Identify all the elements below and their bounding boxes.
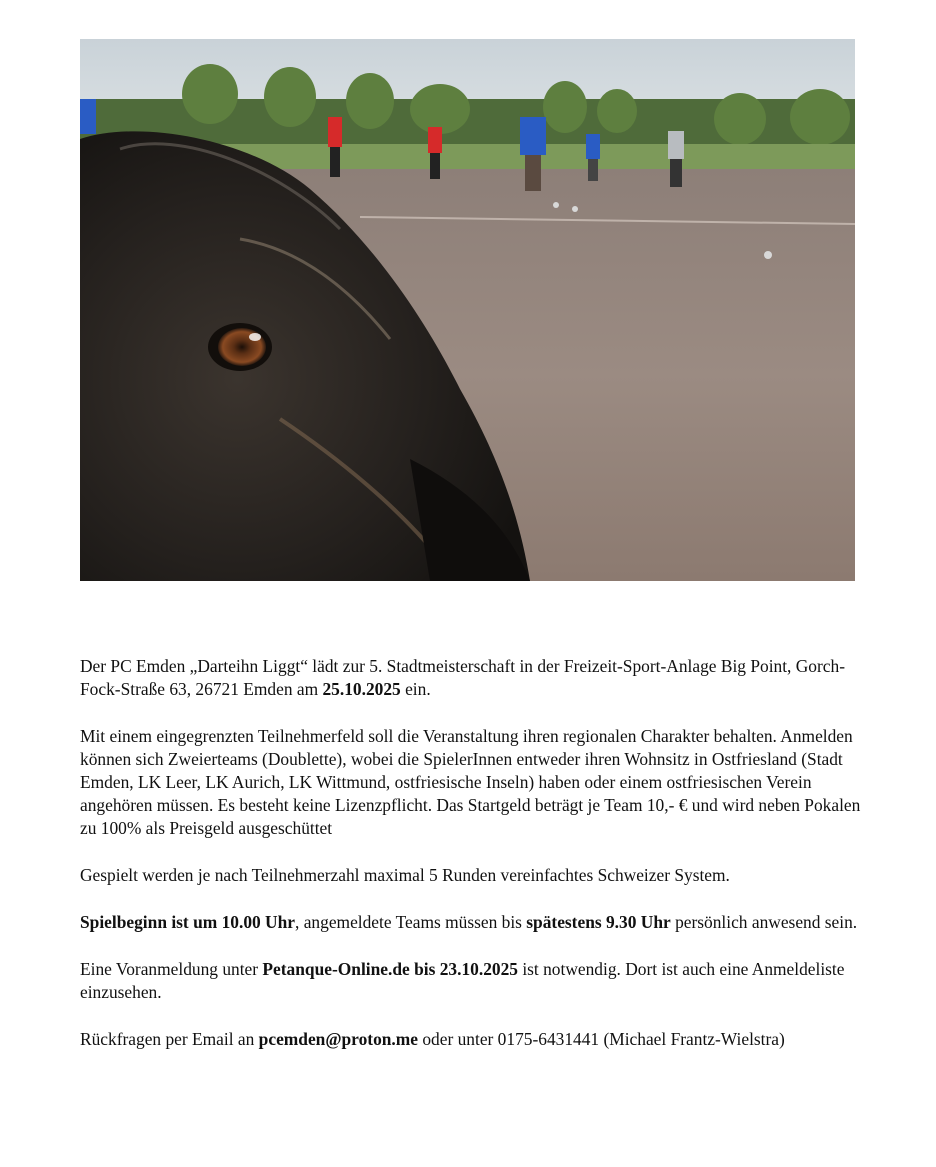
system-paragraph: Gespielt werden je nach Teilnehmerzahl maximal 5 Runden vereinfachtes Schweizer System. bbox=[80, 865, 730, 885]
header-photo bbox=[80, 39, 855, 581]
intro-paragraph bbox=[80, 655, 870, 701]
contact-paragraph bbox=[80, 1028, 870, 1051]
dog-photo-icon bbox=[80, 39, 855, 581]
arrival-deadline: spätestens 9.30 Uhr bbox=[526, 912, 671, 932]
event-date: 25.10.2025 bbox=[322, 679, 401, 699]
intro-text: Der PC Emden „Darteihn Liggt“ lädt zur 5. Stadtmeisterschaft in der Freizeit-Sport-Anlage Big Point, Gorch-Fock-Straße 63, 26721 Emden am bbox=[80, 656, 845, 699]
contact-text: Rückfragen per Email an bbox=[80, 1029, 259, 1049]
contact-email[interactable]: pcemden@proton.me bbox=[258, 1029, 418, 1049]
start-time-paragraph bbox=[80, 911, 870, 934]
rules-paragraph: Mit einem eingegrenzten Teilnehmerfeld soll die Veranstaltung ihren regionalen Charakter behalten. Anmelden können sich Zweierteams (Doublette), wobei die SpielerInnen entweder ihren Wohnsitz in Ostfriesland (Stadt Emden, LK Leer, LK Aurich, LK Wittmund, ostfriesische Inseln) haben oder einem ostfriesischen Verein angehören müssen. Es besteht keine Lizenzpflicht. Das Startgeld beträgt je Team 10,- € und wird neben Pokalen zu 100% als Preisgeld ausgeschüttet bbox=[80, 726, 861, 838]
registration-paragraph bbox=[80, 958, 870, 1004]
start-text: , angemeldete Teams müssen bis bbox=[295, 912, 527, 932]
start-text-end: persönlich anwesend sein. bbox=[670, 912, 858, 932]
registration-text-end: ist notwendig. Dort ist auch eine Anmeldeliste einzusehen. bbox=[80, 959, 845, 1002]
start-time: Spielbeginn ist um 10.00 Uhr bbox=[80, 912, 296, 932]
registration-text: Eine Voranmeldung unter bbox=[80, 959, 263, 979]
contact-phone-text: oder unter 0175-6431441 (Michael Frantz-Wielstra) bbox=[418, 1029, 785, 1049]
intro-text-end: ein. bbox=[400, 679, 431, 699]
registration-deadline: Petanque-Online.de bis 23.10.2025 bbox=[262, 959, 518, 979]
announcement-text bbox=[80, 655, 870, 1075]
